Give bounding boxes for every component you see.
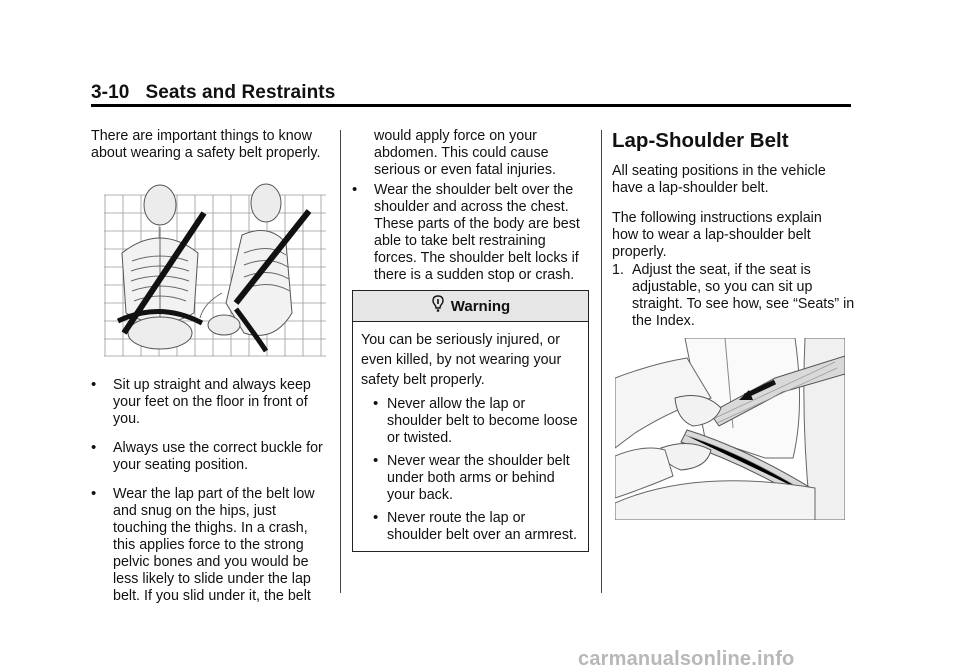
paragraph: The following instructions explain how to wear a lap-shoulder belt properly.: [612, 210, 822, 260]
warning-header: [353, 291, 588, 322]
list-item: • Never allow the lap or shoulder belt to become loose or twisted.: [373, 395, 578, 446]
warning-icon: [431, 295, 445, 317]
column-divider-2: [601, 130, 602, 593]
warning-text: You can be seriously injured, or even killed, by not wearing your safety belt properly.: [361, 332, 562, 388]
bullet-icon: •: [352, 181, 358, 198]
step-text: Adjust the seat, if the seat is adjustable, so you can sit up straight. To see how, see “Seats” in the Index.: [632, 262, 855, 329]
list-item: • Wear the lap part of the belt low and snug on the hips, just touching the thighs. In a crash, this applies force to the strong pelvic bones and you would be less likely to slide under the lap belt. If you slid under it, the belt: [91, 485, 315, 604]
bullet-icon: •: [373, 509, 379, 526]
header-rule: [91, 104, 851, 107]
column-divider-1: [340, 130, 341, 593]
page-header: [91, 82, 335, 104]
list-item: • Never wear the shoulder belt under both arms or behind your back.: [373, 452, 570, 503]
bullet-icon: •: [373, 452, 379, 469]
watermark: carmanualsonline.info: [578, 648, 795, 670]
numbered-step: [612, 262, 858, 330]
step-number: 1.: [612, 262, 624, 278]
warning-title: Warning: [450, 297, 511, 315]
section-heading: Lap-Shoulder Belt: [612, 129, 789, 152]
skeleton-belt-illustration: [104, 183, 326, 357]
continued-text: would apply force on your abdomen. This could cause serious or even fatal injuries.: [374, 128, 556, 178]
list-item: • Wear the shoulder belt over the shoulder and across the chest. These parts of the body are best able to take belt restraining forces. The shoulder belt locks if there is a sudden stop or crash.: [352, 181, 580, 283]
bullet-icon: •: [91, 439, 97, 456]
warning-body: [353, 322, 588, 544]
list-item: • Sit up straight and always keep your feet on the floor in front of you.: [91, 376, 311, 427]
bullet-icon: •: [91, 485, 97, 502]
paragraph: All seating positions in the vehicle have a lap-shoulder belt.: [612, 163, 826, 196]
warning-box: [352, 290, 589, 552]
bullet-icon: •: [373, 395, 379, 412]
col2-bullet-list: [352, 182, 592, 284]
bullet-icon: •: [91, 376, 97, 393]
list-item: • Never route the lap or shoulder belt over an armrest.: [373, 509, 577, 543]
page-number: 3-10: [91, 82, 130, 103]
list-item: • Always use the correct buckle for your seating position.: [91, 439, 323, 473]
section-title: Seats and Restraints: [145, 82, 336, 103]
col1-bullet-list: [91, 377, 331, 605]
intro-paragraph: There are important things to know about wearing a safety belt properly.: [91, 128, 321, 161]
lap-shoulder-belt-illustration: [615, 338, 845, 520]
